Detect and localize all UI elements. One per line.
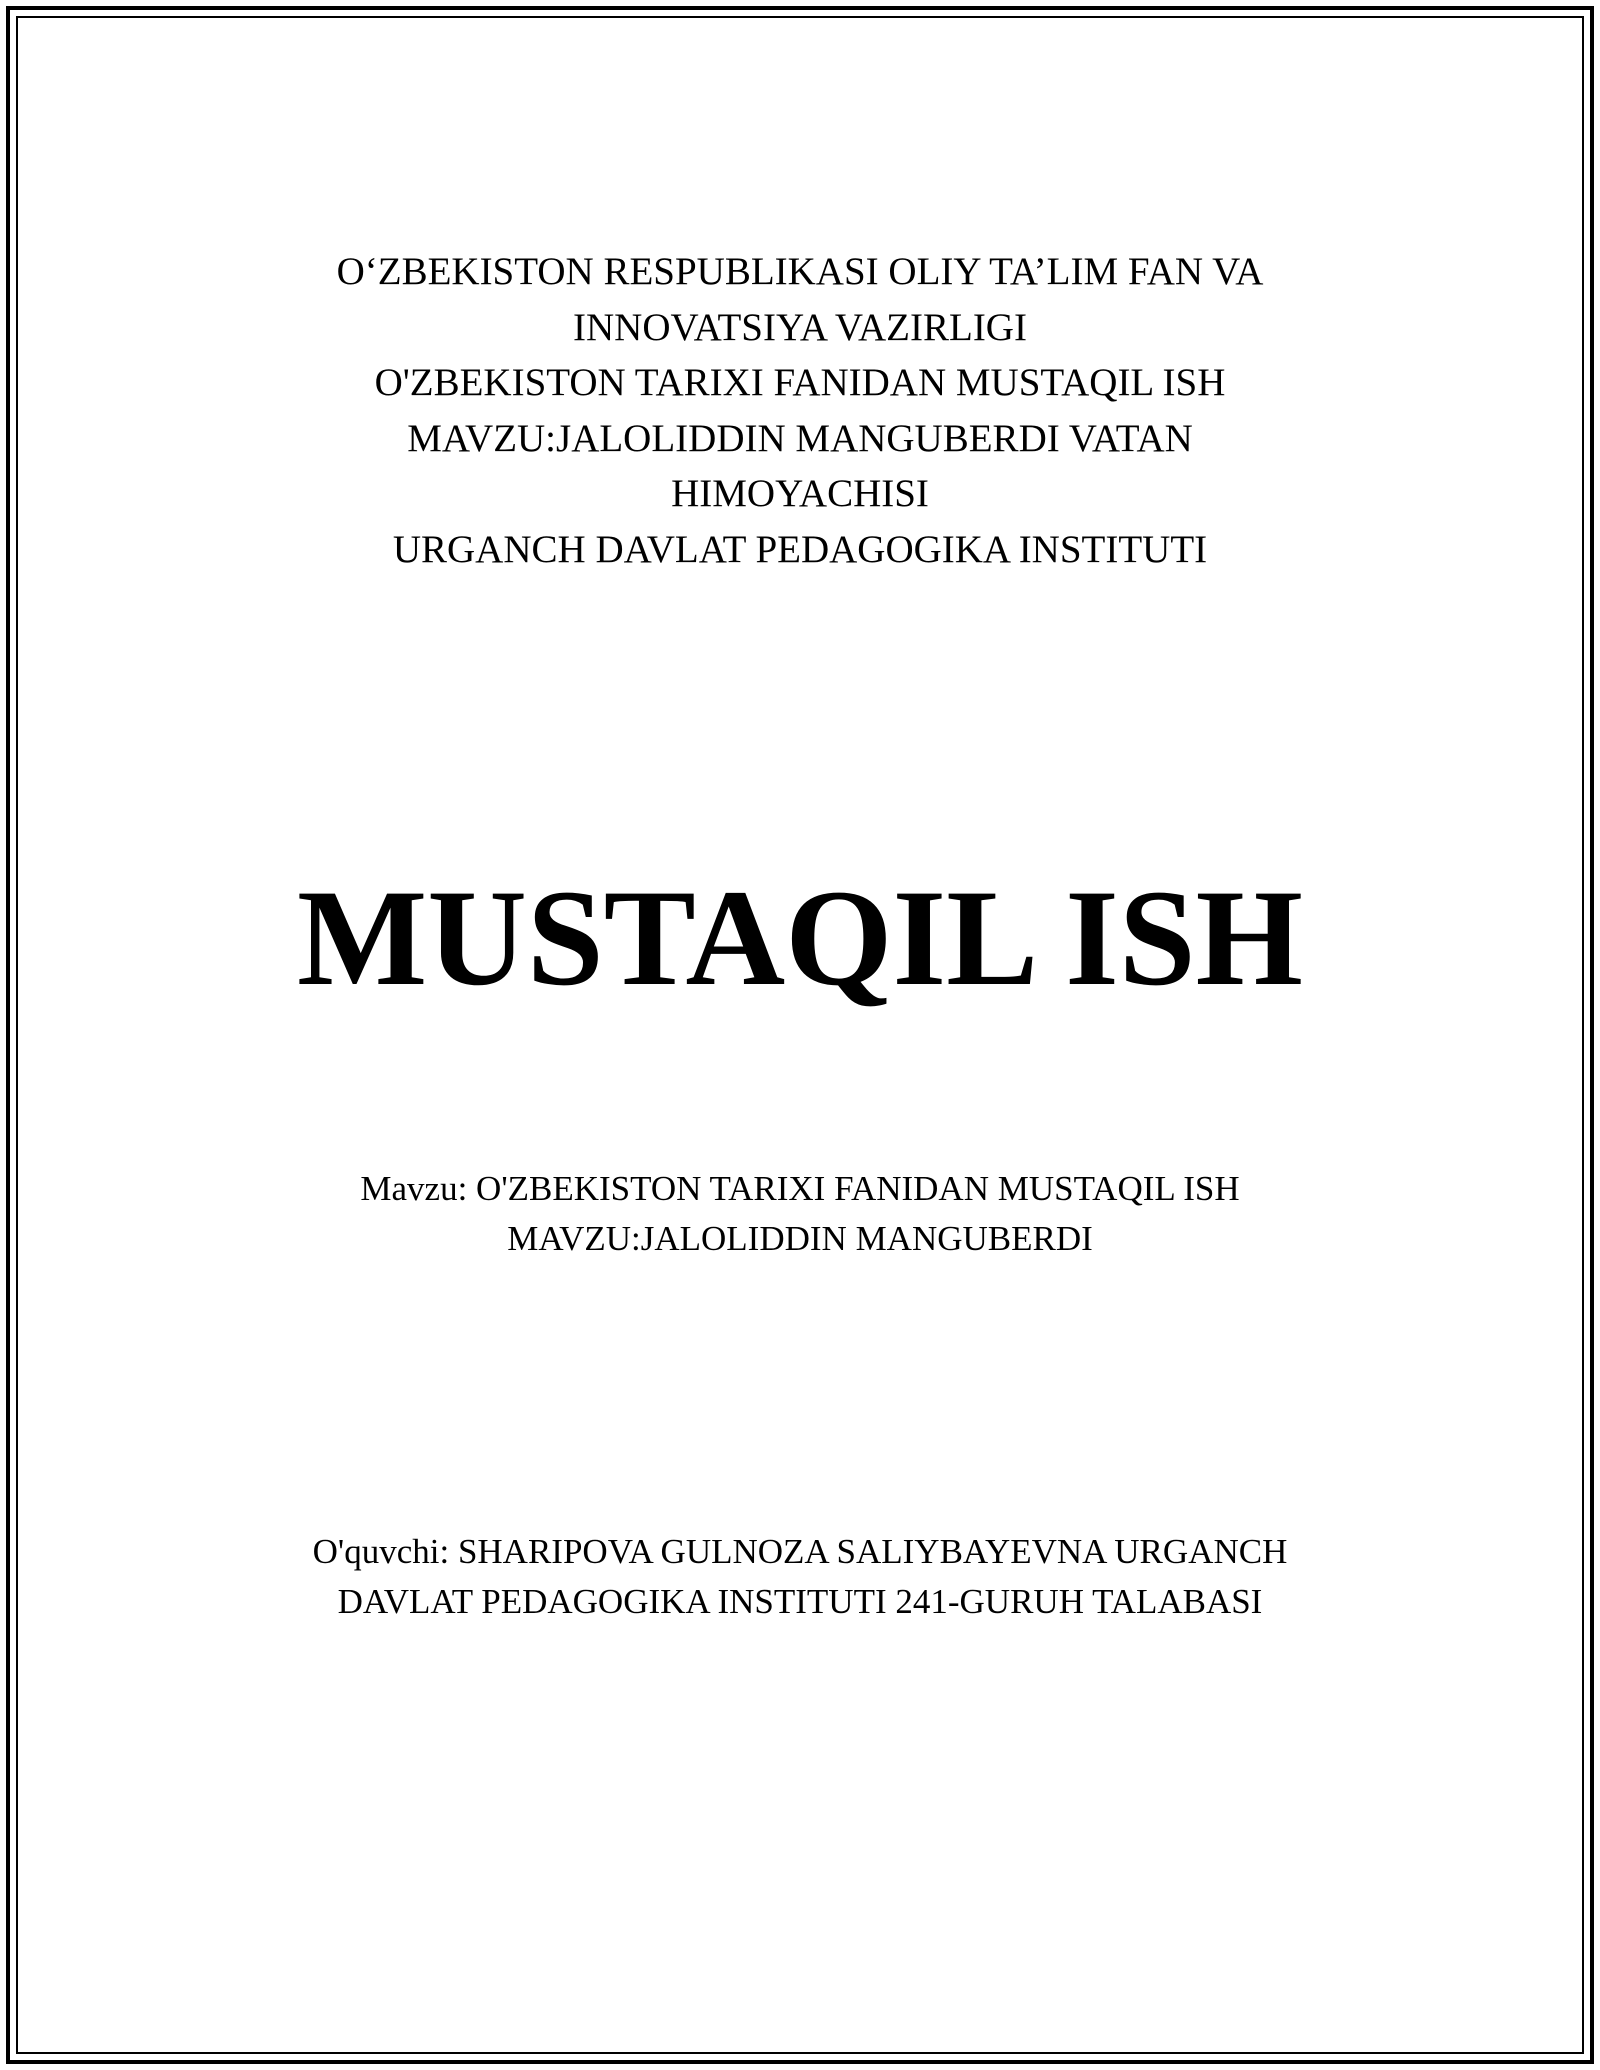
topic-line: MAVZU:JALOLIDDIN MANGUBERDI <box>507 1219 1093 1258</box>
topic-block <box>0 1164 1600 1264</box>
header-line: O'ZBEKISTON TARIXI FANIDAN MUSTAQIL ISH <box>374 361 1226 404</box>
student-line: O'quvchi: SHARIPOVA GULNOZA SALIYBAYEVNA URGANCH <box>312 1532 1288 1571</box>
topic-line: Mavzu: O'ZBEKISTON TARIXI FANIDAN MUSTAQIL ISH <box>360 1169 1240 1208</box>
student-info <box>0 1527 1600 1627</box>
student-line: DAVLAT PEDAGOGIKA INSTITUTI 241-GURUH TALABASI <box>337 1582 1263 1621</box>
document-title: MUSTAQIL ISH <box>297 861 1303 1014</box>
header-line: O‘ZBEKISTON RESPUBLIKASI OLIY TA’LIM FAN VA <box>336 250 1264 293</box>
header-line: HIMOYACHISI <box>671 472 929 515</box>
ministry-header <box>0 244 1600 577</box>
header-line: INNOVATSIYA VAZIRLIGI <box>573 305 1027 349</box>
header-line: MAVZU:JALOLIDDIN MANGUBERDI VATAN <box>407 416 1193 460</box>
header-line: URGANCH DAVLAT PEDAGOGIKA INSTITUTI <box>392 527 1208 571</box>
